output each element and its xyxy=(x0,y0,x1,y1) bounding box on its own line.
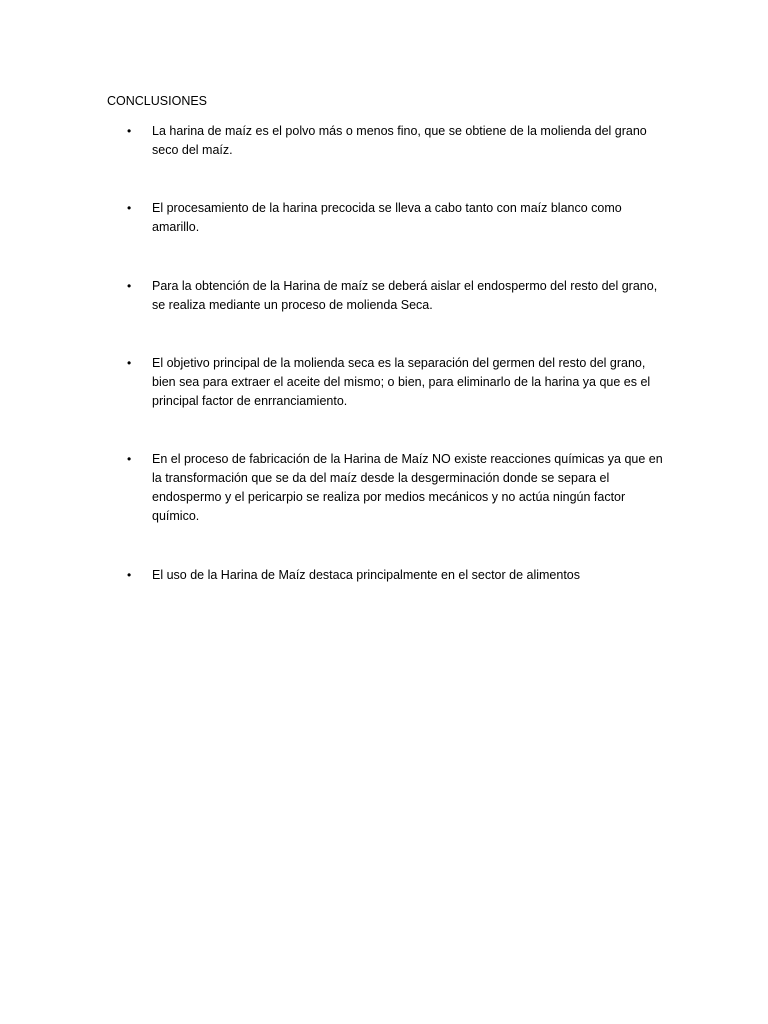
list-item-text: En el proceso de fabricación de la Harina de Maíz NO existe reacciones químicas ya que en la transformación que se da del maíz desde la desgerminación donde se separa el endospermo y el pericarpio se realiza por medios mecánicos y no actúa ningún factor químico. xyxy=(152,452,663,523)
list-item-text: La harina de maíz es el polvo más o menos fino, que se obtiene de la molienda del grano seco del maíz. xyxy=(152,124,647,157)
bullet-icon: • xyxy=(127,568,132,582)
bullet-icon: • xyxy=(127,452,132,466)
bullet-icon: • xyxy=(127,279,132,293)
bullet-icon: • xyxy=(127,356,132,370)
list-item-text: El uso de la Harina de Maíz destaca principalmente en el sector de alimentos xyxy=(152,568,581,582)
page-heading: CONCLUSIONES xyxy=(107,94,208,108)
list-item-text: El objetivo principal de la molienda seca es la separación del germen del resto del grano, bien sea para extraer el aceite del mismo; o bien, para eliminarlo de la harina ya que es el principal factor de enrranciamiento. xyxy=(152,356,651,408)
bullet-icon: • xyxy=(127,201,132,215)
bullet-icon: • xyxy=(127,124,132,138)
list-item-text: El procesamiento de la harina precocida se lleva a cabo tanto con maíz blanco como amarillo. xyxy=(152,201,622,234)
list-item-text: Para la obtención de la Harina de maíz se deberá aislar el endospermo del resto del grano, se realiza mediante un proceso de molienda Seca. xyxy=(152,279,658,312)
